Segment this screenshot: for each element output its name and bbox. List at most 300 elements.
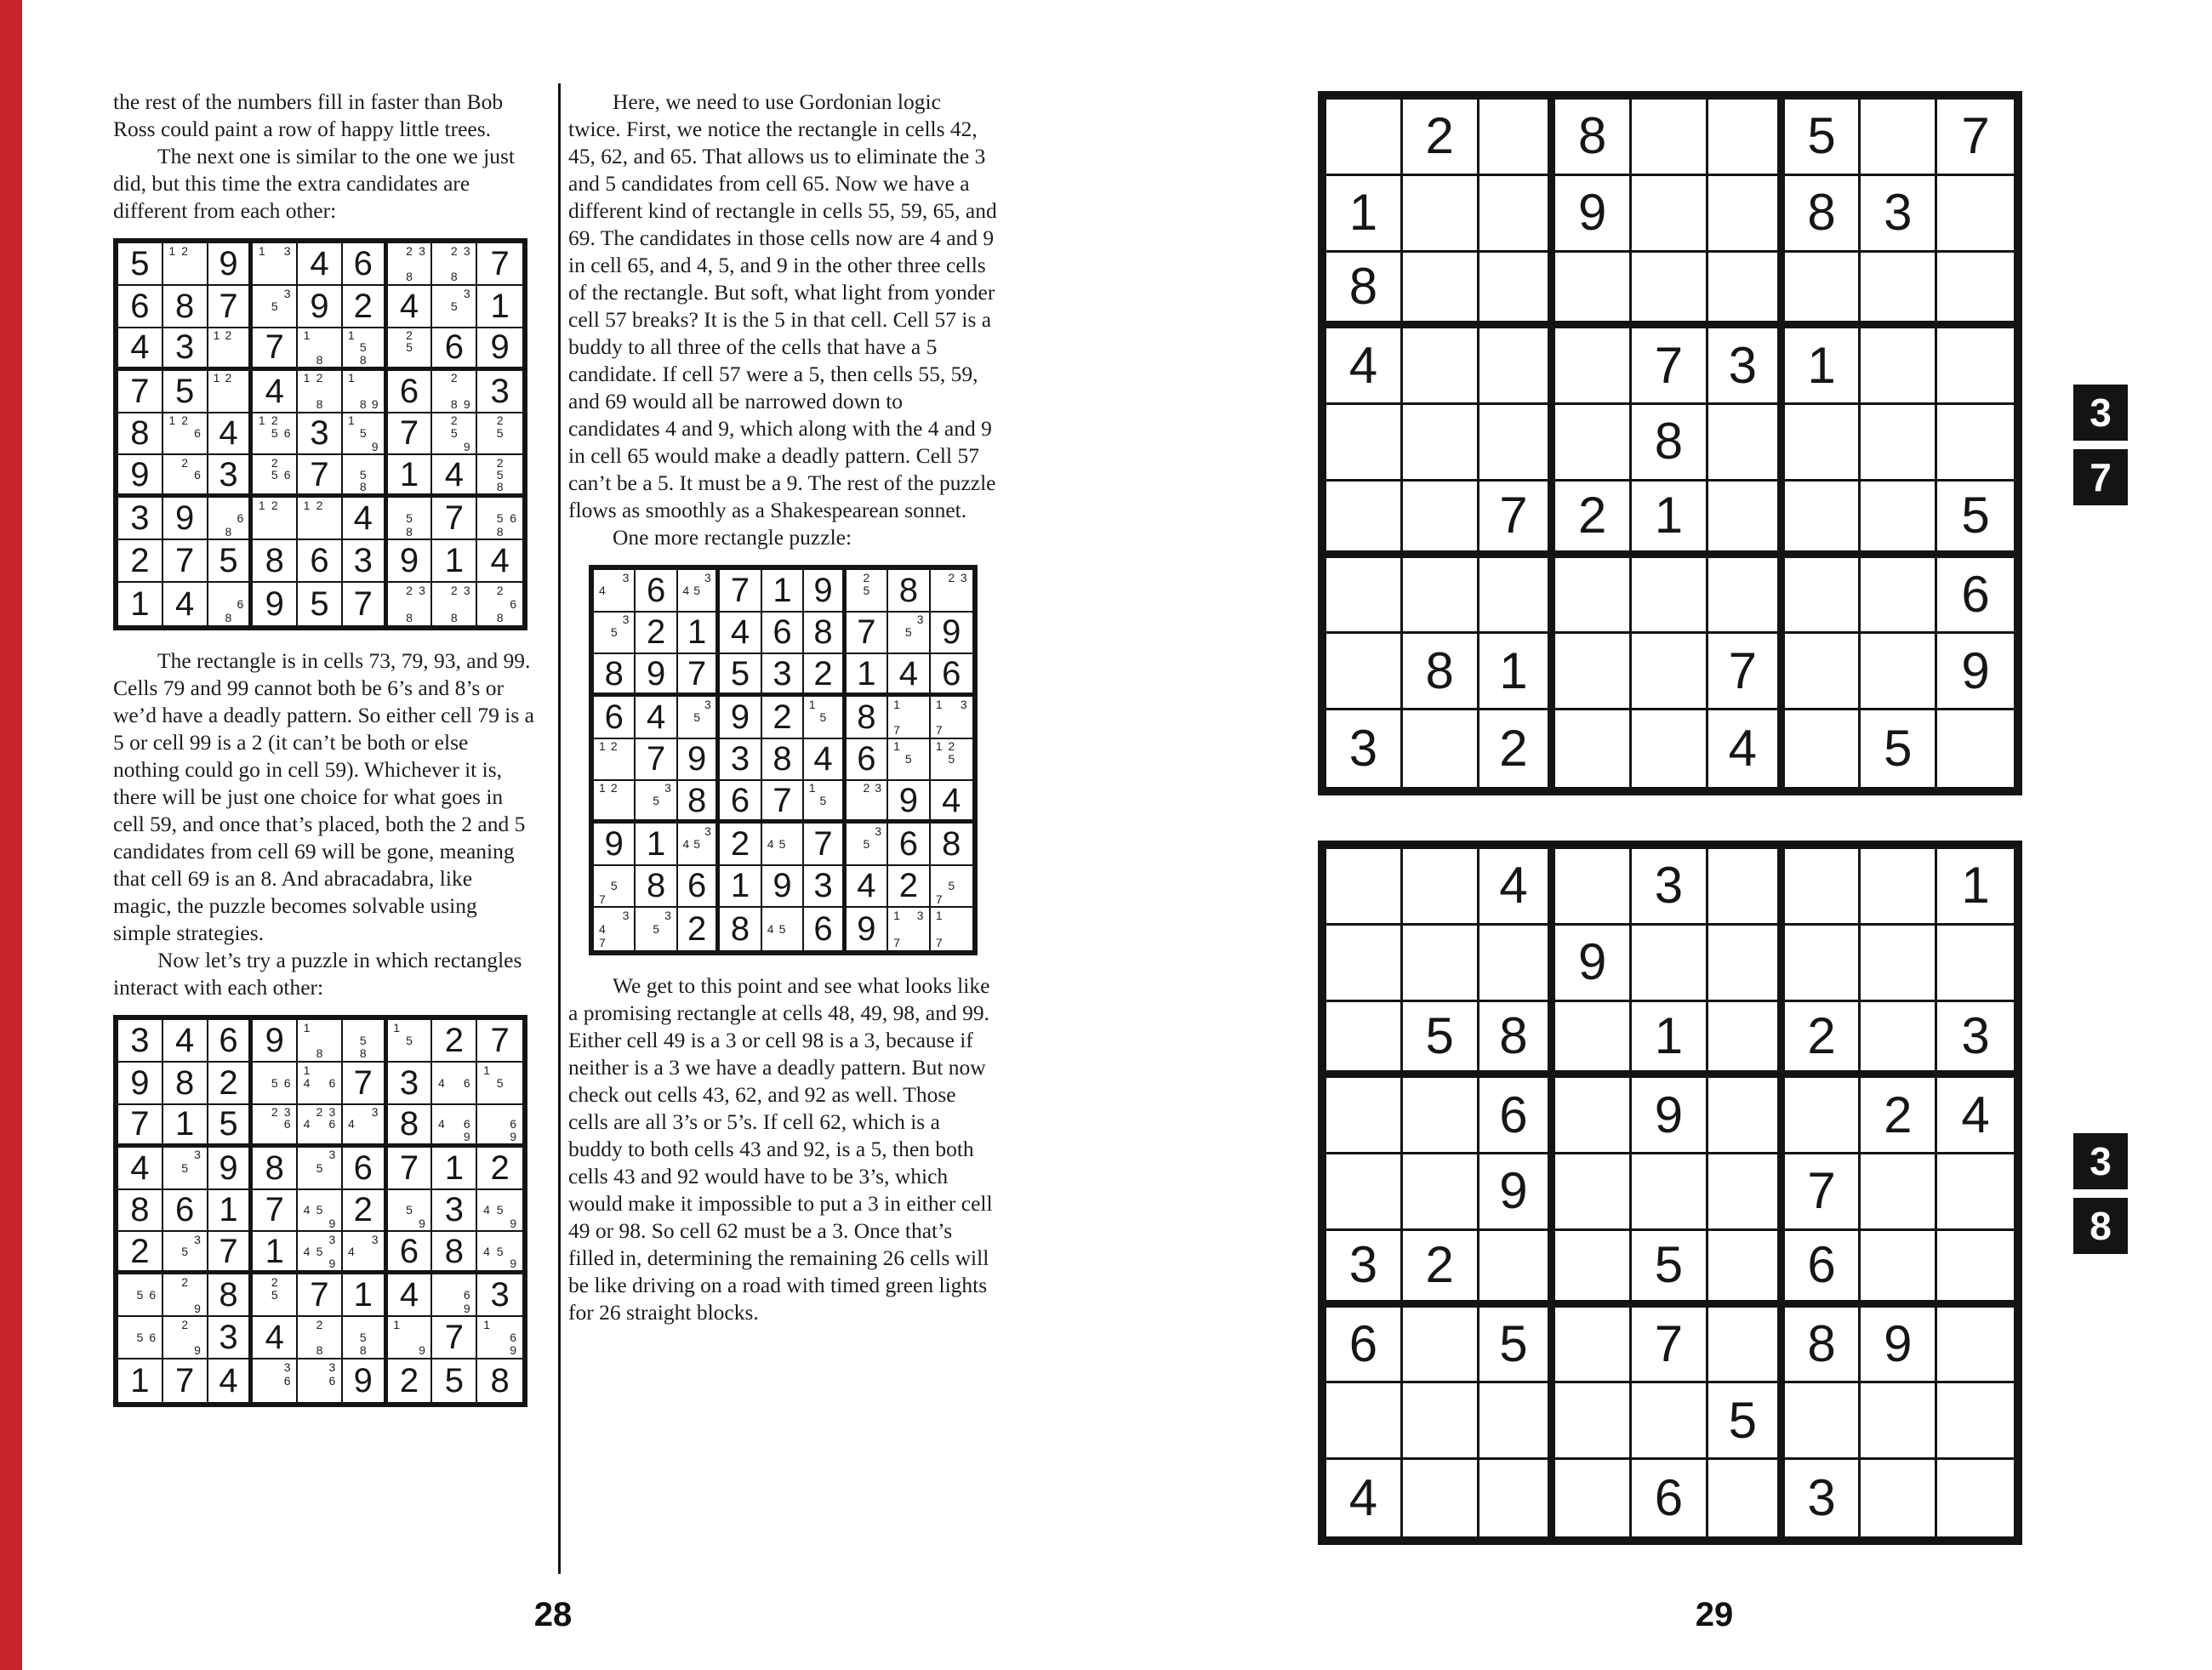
candidate-digit: 1 — [808, 781, 816, 795]
sudoku-cell-r3c9 — [477, 1105, 522, 1148]
candidate-digit: 5 — [359, 467, 367, 482]
sudoku-cell-r3c5 — [1632, 253, 1708, 329]
candidate-digit: 5 — [496, 511, 504, 526]
sudoku-cell-r9c9 — [1937, 1460, 2014, 1536]
candidate-digit: 6 — [237, 597, 244, 612]
candidate-marks — [638, 782, 673, 818]
cell-digit: 8 — [687, 781, 707, 819]
candidate-digit: 2 — [406, 243, 413, 258]
candidate-digit: 5 — [496, 1244, 504, 1258]
cell-digit: 9 — [265, 585, 284, 624]
candidate-marks — [166, 1275, 204, 1314]
sudoku-cell-r8c3 — [1479, 1383, 1556, 1460]
sudoku-cell-r5c3 — [1479, 405, 1556, 482]
candidate-digit: 5 — [450, 299, 458, 313]
candidate-digit: 3 — [463, 286, 470, 300]
sudoku-cell-r8c4 — [1555, 634, 1632, 710]
candidate-digit: 2 — [610, 781, 618, 795]
sudoku-cell-r4c1 — [594, 697, 636, 739]
sudoku-cell-r2c6 — [343, 286, 388, 328]
sudoku-cell-r5c8 — [1861, 405, 1937, 482]
candidate-marks — [638, 909, 673, 949]
candidate-digit: 1 — [303, 498, 311, 512]
sudoku-cell-r1c1 — [1326, 100, 1403, 176]
candidate-digit: 5 — [359, 1331, 367, 1345]
example-sudoku-grid-3 — [589, 565, 978, 955]
candidate-digit: 4 — [303, 1244, 311, 1258]
cell-digit: 4 — [1961, 1086, 1990, 1143]
candidate-digit: 8 — [496, 524, 504, 539]
candidate-marks — [849, 824, 884, 863]
sudoku-cell-r8c7 — [388, 1317, 433, 1359]
candidate-digit: 4 — [303, 1075, 311, 1090]
sudoku-cell-r4c8 — [1861, 328, 1937, 405]
cell-digit: 3 — [130, 499, 150, 538]
candidate-digit: 4 — [767, 922, 774, 937]
sudoku-cell-r5c4 — [253, 413, 298, 456]
sudoku-cell-r3c5 — [762, 654, 804, 697]
cell-digit: 8 — [1807, 184, 1836, 242]
candidate-digit: 5 — [819, 710, 827, 724]
cell-digit: 6 — [857, 740, 876, 778]
sudoku-cell-r7c3 — [678, 824, 720, 866]
sudoku-cell-r1c3 — [1479, 849, 1556, 926]
puzzle-38-grid — [1318, 841, 2022, 1545]
candidate-digit: 1 — [303, 371, 311, 385]
candidate-digit: 2 — [496, 413, 504, 428]
sudoku-cell-r6c1 — [118, 1232, 163, 1274]
cell-digit: 2 — [130, 1232, 150, 1270]
sudoku-cell-r3c3 — [1479, 1002, 1556, 1079]
candidate-digit: 6 — [463, 1075, 470, 1090]
sudoku-cell-r6c1 — [118, 455, 163, 498]
candidate-digit: 1 — [258, 243, 265, 258]
sudoku-cell-r2c3 — [1479, 176, 1556, 253]
candidate-marks — [300, 1106, 339, 1143]
cell-digit: 7 — [490, 1021, 510, 1059]
candidate-marks — [596, 613, 631, 653]
sudoku-cell-r1c9 — [1937, 849, 2014, 926]
candidate-marks — [345, 456, 381, 493]
sudoku-cell-r4c9 — [1937, 328, 2014, 405]
sudoku-cell-r4c6 — [343, 371, 388, 413]
cell-digit: 5 — [1728, 1391, 1757, 1449]
sudoku-cell-r3c7 — [388, 328, 433, 371]
sudoku-cell-r1c5 — [298, 1020, 343, 1063]
sudoku-cell-r5c3 — [208, 413, 254, 456]
candidate-marks — [300, 329, 339, 366]
cell-digit: 4 — [219, 1362, 238, 1400]
cell-digit: 7 — [687, 654, 707, 693]
cell-digit: 8 — [490, 1362, 510, 1400]
candidate-digit: 8 — [225, 611, 232, 625]
candidate-digit: 8 — [359, 480, 367, 494]
candidate-marks — [166, 456, 204, 493]
sudoku-cell-r1c9 — [477, 1020, 522, 1063]
sudoku-cell-r8c8 — [1861, 1383, 1937, 1460]
sudoku-cell-r8c2 — [636, 866, 677, 909]
sudoku-cell-r9c7 — [1785, 710, 1861, 787]
candidate-marks — [300, 1318, 339, 1357]
candidate-digit: 7 — [893, 936, 900, 950]
candidate-digit: 4 — [347, 1117, 355, 1131]
sudoku-cell-r3c1 — [118, 328, 163, 371]
sudoku-cell-r8c6 — [343, 1317, 388, 1359]
candidate-digit: 5 — [778, 922, 786, 937]
sudoku-cell-r3c8 — [432, 1105, 477, 1148]
sudoku-cell-r7c2 — [636, 824, 677, 866]
candidate-marks — [255, 1275, 294, 1314]
sudoku-cell-r7c6 — [1708, 558, 1785, 635]
candidate-marks — [435, 372, 473, 411]
sudoku-cell-r1c3 — [208, 1020, 254, 1063]
candidate-digit: 1 — [935, 739, 943, 754]
sudoku-cell-r5c5 — [762, 739, 804, 782]
candidate-digit: 1 — [168, 413, 176, 428]
candidate-marks — [480, 1063, 520, 1103]
cell-digit: 2 — [1884, 1086, 1913, 1143]
candidate-digit: 9 — [419, 1343, 425, 1358]
cell-digit: 7 — [175, 542, 195, 580]
sudoku-cell-r9c1 — [594, 908, 636, 950]
sudoku-cell-r4c4 — [253, 371, 298, 413]
candidate-digit: 3 — [283, 1360, 291, 1375]
candidate-digit: 3 — [328, 1360, 336, 1375]
sudoku-cell-r1c6 — [343, 243, 388, 286]
paragraph-gordonian-logic: Here, we need to use Gordonian logic twice. First, we notice the rectangle in cells 42, 45, 62, and 65. That allows us to eliminate the 3 and 5 candidates from cell 65. Now we have a different kind of rectangle in cells 55, 59, 65, and 69. The candidates in those cells now are 4 and 9 in cell 65, and 4, 5, and 9 in the other three cells of the rectangle. But soft, what light from yonder cell 57 breaks? It is the 5 in that cell. Cell 57 is a buddy to all three of the cells that have a 5 candidate. If cell 57 were a 5, then cells 55, 59, and 69 would all be narrowed down to candidates 4 and 9, which along with the 4 and 9 in cell 65 would make a deadly pattern. Cell 57 can’t be a 5. It must be a 9. The rest of the puzzle flows as smoothly as a Shakespearean sonnet. — [568, 89, 997, 522]
sudoku-cell-r7c4 — [720, 824, 761, 866]
sudoku-cell-r8c4 — [720, 866, 761, 909]
puzzle-37-grid — [1318, 91, 2022, 795]
cell-digit: 7 — [175, 1362, 195, 1400]
sudoku-cell-r9c1 — [118, 1359, 163, 1402]
candidate-digit: 2 — [948, 570, 955, 584]
cell-digit: 4 — [265, 372, 284, 410]
candidate-digit: 2 — [271, 413, 278, 428]
sudoku-cell-r3c2 — [163, 328, 208, 371]
sudoku-cell-r1c8 — [1861, 100, 1937, 176]
cell-digit: 3 — [772, 654, 792, 693]
sudoku-cell-r2c4 — [253, 1063, 298, 1105]
candidate-digit: 9 — [328, 1257, 336, 1271]
sudoku-cell-r6c2 — [163, 455, 208, 498]
candidate-marks — [933, 698, 970, 737]
candidate-digit: 4 — [767, 836, 774, 851]
sudoku-cell-r7c6 — [343, 498, 388, 540]
sudoku-cell-r1c8 — [432, 1020, 477, 1063]
cell-digit: 2 — [353, 287, 373, 325]
sudoku-cell-r8c6 — [804, 866, 846, 909]
cell-digit: 6 — [130, 287, 150, 325]
candidate-digit: 4 — [438, 1075, 445, 1090]
candidate-marks — [891, 909, 926, 949]
cell-digit: 7 — [353, 1063, 373, 1102]
cell-digit: 4 — [490, 542, 510, 580]
candidate-digit: 6 — [283, 1374, 291, 1388]
candidate-digit: 1 — [393, 1317, 401, 1331]
candidate-marks — [255, 1063, 294, 1103]
page-number-left: 28 — [533, 1596, 573, 1633]
sudoku-cell-r5c9 — [931, 739, 972, 782]
sudoku-cell-r7c1 — [594, 824, 636, 866]
cell-digit: 4 — [1348, 336, 1378, 394]
sudoku-cell-r4c3 — [1479, 328, 1556, 405]
sudoku-cell-r1c8 — [888, 570, 930, 613]
candidate-marks — [300, 1360, 339, 1401]
puzzle-37-badge-digit-2: 7 — [2073, 449, 2128, 505]
sudoku-cell-r9c4 — [1555, 710, 1632, 787]
sudoku-cell-r7c1 — [1326, 558, 1403, 635]
candidate-marks — [166, 414, 204, 453]
candidate-marks — [891, 698, 926, 737]
sudoku-cell-r3c3 — [208, 1105, 254, 1148]
candidate-marks — [480, 456, 520, 493]
cell-digit: 2 — [898, 867, 918, 905]
sudoku-cell-r7c2 — [1403, 558, 1479, 635]
sudoku-cell-r4c8 — [432, 1148, 477, 1190]
sudoku-cell-r4c7 — [1785, 328, 1861, 405]
candidate-marks — [681, 571, 713, 610]
sudoku-cell-r2c7 — [388, 1063, 433, 1105]
candidate-marks — [480, 1191, 520, 1230]
candidate-marks — [391, 1318, 429, 1357]
sudoku-cell-r7c8 — [1861, 558, 1937, 635]
sudoku-cell-r3c1 — [118, 1105, 163, 1148]
candidate-marks — [596, 740, 631, 779]
cell-digit: 4 — [353, 499, 373, 538]
candidate-marks — [435, 244, 473, 283]
candidate-digit: 5 — [181, 1160, 189, 1175]
sudoku-cell-r4c4 — [253, 1148, 298, 1190]
sudoku-cell-r1c2 — [163, 243, 208, 286]
cell-digit: 8 — [898, 571, 918, 609]
candidate-marks — [435, 414, 473, 453]
cell-digit: 3 — [444, 1191, 464, 1229]
sudoku-cell-r1c2 — [1403, 849, 1479, 926]
sudoku-cell-r1c4 — [1555, 849, 1632, 926]
cell-digit: 9 — [1961, 641, 1990, 699]
cell-digit: 4 — [444, 455, 464, 493]
sudoku-cell-r4c4 — [1555, 328, 1632, 405]
sudoku-cell-r2c1 — [118, 286, 163, 328]
candidate-digit: 5 — [653, 793, 660, 807]
cell-digit: 8 — [399, 1105, 419, 1143]
sudoku-cell-r2c9 — [931, 613, 972, 655]
sudoku-cell-r8c7 — [388, 540, 433, 583]
sudoku-cell-r9c1 — [118, 583, 163, 625]
cell-digit: 9 — [219, 1148, 238, 1187]
sudoku-cell-r2c3 — [1479, 926, 1556, 1002]
sudoku-cell-r9c6 — [804, 908, 846, 950]
sudoku-cell-r8c3 — [1479, 634, 1556, 710]
sudoku-cell-r9c9 — [477, 583, 522, 625]
sudoku-cell-r7c2 — [1403, 1308, 1479, 1384]
candidate-digit: 2 — [406, 584, 413, 598]
cell-digit: 8 — [730, 910, 750, 949]
cell-digit: 7 — [813, 824, 833, 863]
sudoku-cell-r7c7 — [388, 1274, 433, 1317]
candidate-marks — [211, 329, 247, 366]
cell-digit: 8 — [444, 1232, 464, 1270]
candidate-digit: 1 — [483, 1063, 490, 1077]
sudoku-cell-r8c8 — [432, 1317, 477, 1359]
sudoku-cell-r9c6 — [343, 583, 388, 625]
sudoku-cell-r6c4 — [720, 781, 761, 824]
sudoku-cell-r7c7 — [1785, 1308, 1861, 1384]
sudoku-cell-r1c1 — [594, 570, 636, 613]
paragraph-one-more-puzzle: One more rectangle puzzle: — [613, 525, 852, 550]
sudoku-cell-r9c8 — [1861, 1460, 1937, 1536]
sudoku-cell-r9c3 — [208, 1359, 254, 1402]
sudoku-cell-r1c5 — [762, 570, 804, 613]
sudoku-cell-r5c6 — [1708, 405, 1785, 482]
sudoku-cell-r9c5 — [1632, 710, 1708, 787]
sudoku-cell-r8c1 — [1326, 1383, 1403, 1460]
sudoku-cell-r7c7 — [388, 498, 433, 540]
sudoku-cell-r2c2 — [163, 286, 208, 328]
sudoku-cell-r2c3 — [208, 1063, 254, 1105]
sudoku-cell-r9c2 — [163, 1359, 208, 1402]
candidate-marks — [255, 414, 294, 453]
candidate-marks — [166, 1318, 204, 1357]
sudoku-cell-r1c2 — [636, 570, 677, 613]
sudoku-cell-r2c5 — [298, 286, 343, 328]
sudoku-cell-r6c9 — [477, 455, 522, 498]
sudoku-cell-r5c9 — [477, 413, 522, 456]
candidate-digit: 3 — [194, 1148, 201, 1162]
cell-digit: 8 — [604, 654, 624, 693]
sudoku-cell-r2c8 — [1861, 176, 1937, 253]
candidate-digit: 5 — [316, 1244, 323, 1258]
candidate-digit: 1 — [893, 909, 900, 923]
sudoku-cell-r5c6 — [804, 739, 846, 782]
sudoku-cell-r2c2 — [163, 1063, 208, 1105]
sudoku-cell-r8c7 — [847, 866, 888, 909]
sudoku-cell-r8c4 — [253, 1317, 298, 1359]
cell-digit: 2 — [772, 698, 792, 736]
sudoku-cell-r4c4 — [720, 697, 761, 739]
cell-digit: 7 — [1728, 641, 1757, 699]
sudoku-cell-r2c5 — [298, 1063, 343, 1105]
sudoku-cell-r6c9 — [931, 781, 972, 824]
sudoku-cell-r1c3 — [1479, 100, 1556, 176]
sudoku-cell-r6c7 — [1785, 1231, 1861, 1308]
cell-digit: 8 — [1348, 257, 1378, 315]
candidate-digit: 4 — [483, 1203, 490, 1217]
candidate-digit: 5 — [693, 583, 700, 597]
cell-digit: 1 — [730, 867, 750, 905]
sudoku-cell-r2c4 — [253, 286, 298, 328]
cell-digit: 9 — [813, 571, 833, 609]
cell-digit: 6 — [687, 867, 707, 905]
cell-digit: 4 — [898, 654, 918, 693]
puzzle-38-badge-digit-2: 8 — [2073, 1198, 2128, 1254]
cell-digit: 1 — [772, 571, 792, 609]
cell-digit: 6 — [1654, 1469, 1684, 1527]
sudoku-cell-r4c1 — [118, 1148, 163, 1190]
sudoku-cell-r7c4 — [253, 498, 298, 540]
sudoku-cell-r8c7 — [1785, 634, 1861, 710]
candidate-marks — [480, 414, 520, 453]
candidate-digit: 7 — [599, 936, 606, 950]
candidate-digit: 2 — [181, 455, 189, 470]
sudoku-cell-r4c2 — [163, 371, 208, 413]
sudoku-cell-r7c4 — [253, 1274, 298, 1317]
candidate-digit: 5 — [136, 1288, 144, 1302]
sudoku-cell-r4c9 — [477, 371, 522, 413]
sudoku-cell-r5c4 — [720, 739, 761, 782]
sudoku-cell-r1c8 — [1861, 849, 1937, 926]
candidate-digit: 1 — [935, 697, 943, 711]
sudoku-cell-r2c4 — [1555, 176, 1632, 253]
candidate-digit: 5 — [496, 1203, 504, 1217]
cell-digit: 9 — [175, 499, 195, 538]
sudoku-cell-r6c3 — [678, 781, 720, 824]
sudoku-cell-r1c6 — [1708, 849, 1785, 926]
sudoku-cell-r6c9 — [477, 1232, 522, 1274]
candidate-marks — [480, 1106, 520, 1143]
cell-digit: 4 — [130, 1148, 150, 1187]
sudoku-cell-r9c6 — [1708, 710, 1785, 787]
candidate-digit: 1 — [599, 781, 606, 795]
candidate-marks — [391, 584, 429, 624]
sudoku-cell-r1c3 — [678, 570, 720, 613]
cell-digit: 6 — [772, 613, 792, 652]
cell-digit: 8 — [857, 698, 876, 736]
candidate-digit: 9 — [419, 1216, 425, 1230]
cell-digit: 3 — [219, 455, 238, 493]
candidate-digit: 5 — [948, 879, 955, 893]
sudoku-cell-r8c1 — [1326, 634, 1403, 710]
cell-digit: 4 — [647, 698, 666, 736]
sudoku-cell-r6c9 — [1937, 1231, 2014, 1308]
sudoku-cell-r8c6 — [1708, 634, 1785, 710]
candidate-digit: 9 — [463, 1301, 470, 1315]
sudoku-cell-r2c9 — [477, 1063, 522, 1105]
sudoku-cell-r7c5 — [298, 1274, 343, 1317]
sudoku-cell-r3c6 — [343, 1105, 388, 1148]
candidate-marks — [255, 456, 294, 493]
paragraph-continuation: the rest of the numbers fill in faster than Bob Ross could paint a row of happy little trees. — [113, 89, 504, 141]
cell-digit: 9 — [1654, 1086, 1684, 1143]
cell-digit: 4 — [399, 287, 419, 325]
candidate-digit: 1 — [213, 328, 220, 342]
candidate-digit: 3 — [622, 613, 630, 627]
cell-digit: 8 — [219, 1276, 238, 1314]
candidate-digit: 7 — [599, 892, 606, 906]
cell-digit: 6 — [647, 571, 666, 609]
candidate-digit: 5 — [904, 625, 912, 640]
cell-digit: 5 — [730, 654, 750, 693]
cell-digit: 8 — [175, 1063, 195, 1102]
sudoku-cell-r6c4 — [253, 1232, 298, 1274]
sudoku-cell-r5c2 — [163, 1190, 208, 1233]
sudoku-cell-r2c3 — [208, 286, 254, 328]
candidate-digit: 3 — [463, 584, 470, 598]
cell-digit: 7 — [490, 244, 510, 282]
cell-digit: 2 — [1578, 487, 1607, 544]
sudoku-cell-r3c8 — [1861, 1002, 1937, 1079]
candidate-digit: 5 — [271, 467, 278, 482]
candidate-digit: 8 — [316, 1046, 323, 1061]
sudoku-cell-r4c6 — [343, 1148, 388, 1190]
sudoku-cell-r1c7 — [388, 1020, 433, 1063]
cell-digit: 6 — [942, 654, 961, 693]
cell-digit: 2 — [1807, 1006, 1836, 1064]
candidate-marks — [166, 244, 204, 283]
cell-digit: 8 — [1807, 1315, 1836, 1373]
sudoku-cell-r1c4 — [1555, 100, 1632, 176]
